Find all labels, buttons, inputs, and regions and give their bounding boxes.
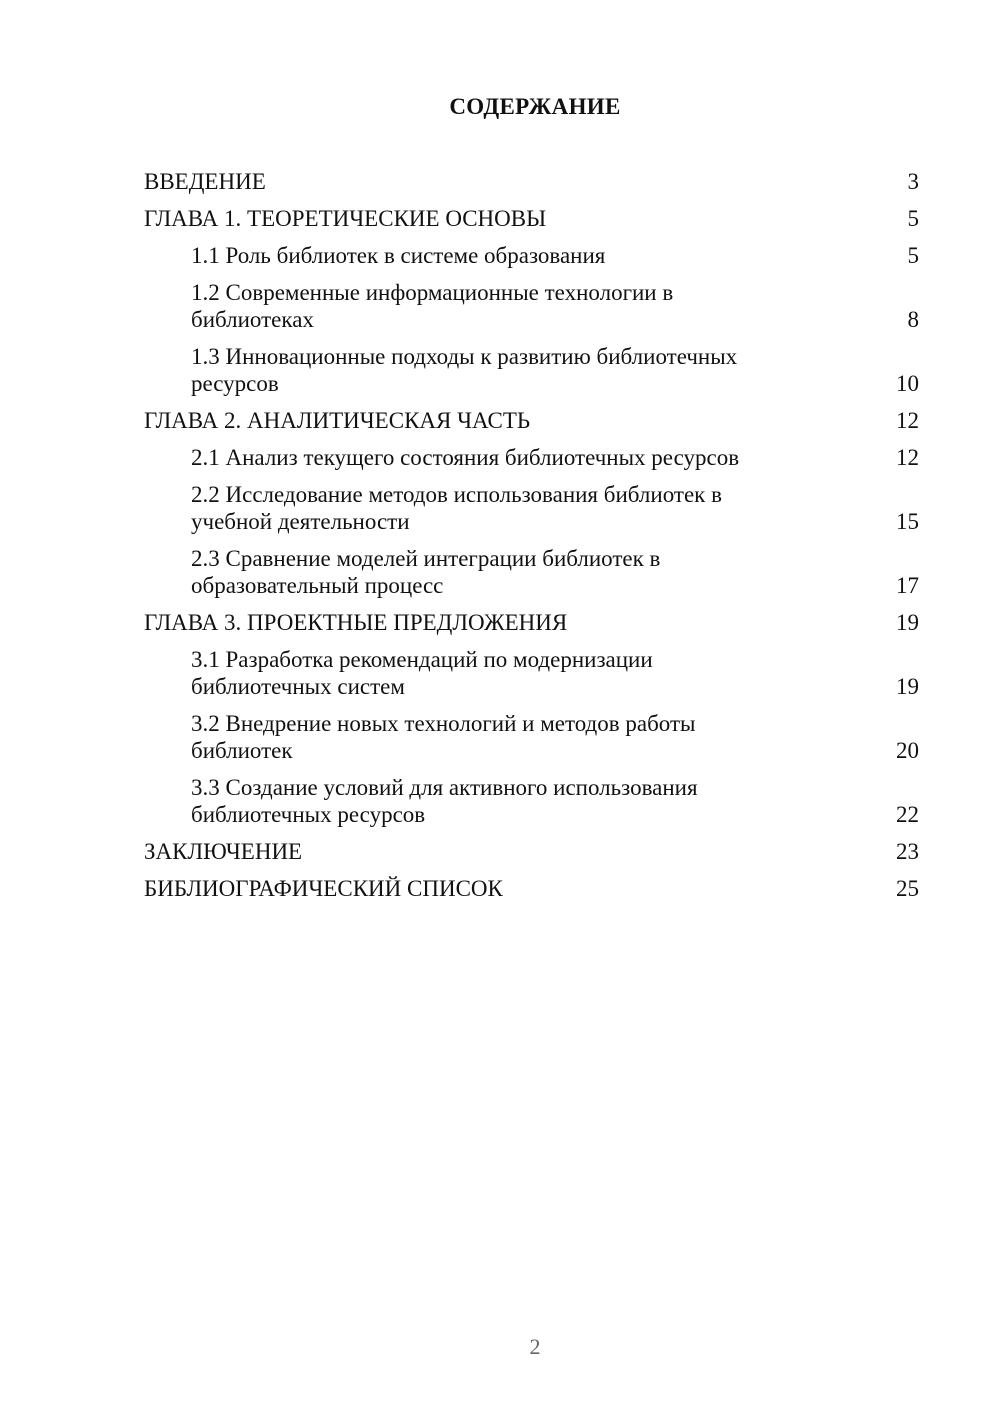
toc-entry-label: 3.1 Разработка рекомендаций по модернизации библиотечных систем (191, 647, 653, 699)
toc-entry-label: БИБЛИОГРАФИЧЕСКИЙ СПИСОК (144, 876, 503, 901)
toc-entry-page: 20 (896, 738, 919, 763)
toc-entry[interactable] (144, 545, 919, 599)
toc-entry-page: 8 (907, 307, 919, 332)
toc-entry-page: 19 (896, 674, 919, 699)
toc-entry[interactable] (144, 838, 919, 865)
toc-entry-page: 5 (907, 243, 919, 268)
toc-entry[interactable] (144, 279, 919, 333)
toc-entry-label: ГЛАВА 1. ТЕОРЕТИЧЕСКИЕ ОСНОВЫ (144, 206, 547, 231)
toc-entry-label: 1.3 Инновационные подходы к развитию библиотечных ресурсов (191, 344, 738, 396)
toc-entry-page: 17 (896, 573, 919, 598)
toc-entry-label: 2.1 Анализ текущего состояния библиотечных ресурсов (191, 445, 740, 470)
toc-entry-page: 15 (896, 509, 919, 534)
toc-entry-page: 3 (907, 169, 919, 194)
toc-entry-page: 23 (896, 839, 919, 864)
toc-entry-label: ЗАКЛЮЧЕНИЕ (144, 839, 303, 864)
toc-entry-page: 25 (896, 876, 919, 901)
page-title: СОДЕРЖАНИЕ (449, 94, 621, 119)
toc-entry[interactable] (144, 646, 919, 700)
toc-entry-label: ВВЕДЕНИЕ (144, 169, 266, 194)
toc-entry[interactable] (144, 774, 919, 828)
toc-entry-label: 1.1 Роль библиотек в системе образования (191, 243, 606, 268)
toc-entry-page: 12 (896, 408, 919, 433)
toc-entry[interactable] (144, 875, 919, 902)
toc-entry-page: 22 (896, 802, 919, 827)
toc-entry[interactable] (144, 242, 919, 269)
toc-entry-label: 2.2 Исследование методов использования библиотек в учебной деятельности (191, 482, 722, 534)
toc-entry[interactable] (144, 168, 919, 195)
toc-entry[interactable] (144, 205, 919, 232)
toc-entry[interactable] (144, 481, 919, 535)
toc-entry-label: 3.3 Создание условий для активного использования библиотечных ресурсов (191, 775, 698, 827)
toc-entry-label: 1.2 Современные информационные технологии в библиотеках (191, 280, 674, 332)
toc-entry[interactable] (144, 609, 919, 636)
toc-entry[interactable] (144, 710, 919, 764)
toc-entry-label: ГЛАВА 2. АНАЛИТИЧЕСКАЯ ЧАСТЬ (144, 408, 531, 433)
toc-entry-label: ГЛАВА 3. ПРОЕКТНЫЕ ПРЕДЛОЖЕНИЯ (144, 610, 568, 635)
toc-entry[interactable] (144, 444, 919, 471)
toc-entry-label: 2.3 Сравнение моделей интеграции библиотек в образовательный процесс (191, 546, 661, 598)
toc-entry-page: 19 (896, 610, 919, 635)
page-number: 2 (529, 1334, 541, 1359)
toc-entry[interactable] (144, 407, 919, 434)
toc-entry-label: 3.2 Внедрение новых технологий и методов работы библиотек (191, 711, 696, 763)
toc-entry-page: 5 (907, 206, 919, 231)
table-of-contents (144, 168, 919, 912)
toc-entry[interactable] (144, 343, 919, 397)
toc-entry-page: 12 (896, 445, 919, 470)
toc-entry-page: 10 (896, 371, 919, 396)
